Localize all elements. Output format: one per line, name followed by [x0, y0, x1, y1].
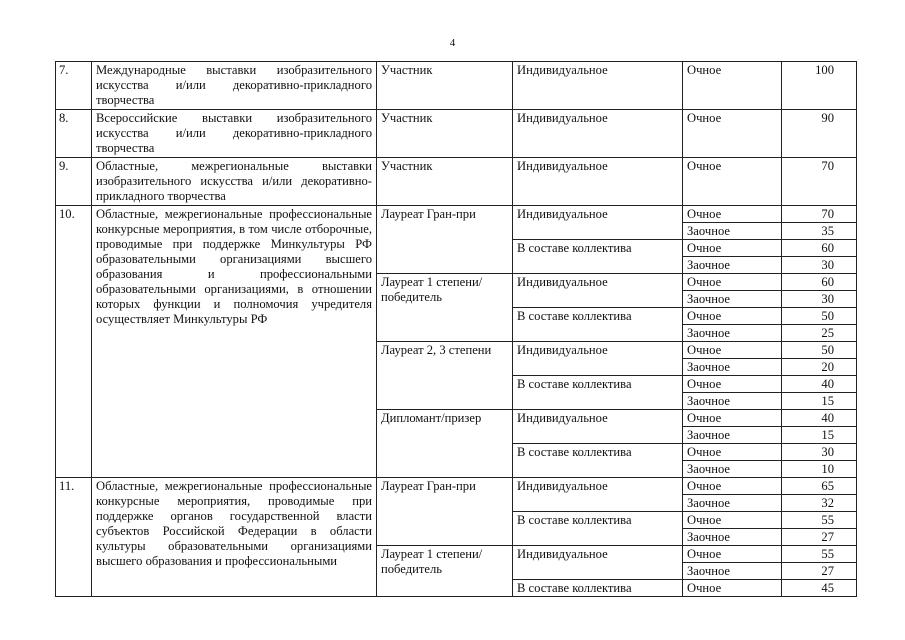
participation-form: Очное [683, 376, 782, 393]
points-value: 70 [782, 158, 857, 206]
points-value: 50 [782, 342, 857, 359]
participation-form: Заочное [683, 325, 782, 342]
points-value: 30 [782, 444, 857, 461]
table-row [56, 110, 857, 158]
participation-type: Индивидуальное [513, 206, 683, 240]
participation-type: Индивидуальное [513, 478, 683, 512]
participation-type: В составе коллектива [513, 580, 683, 597]
points-value: 10 [782, 461, 857, 478]
participation-form: Очное [683, 410, 782, 427]
points-value: 45 [782, 580, 857, 597]
table-row [56, 158, 857, 206]
participation-form: Заочное [683, 495, 782, 512]
participation-form: Очное [683, 62, 782, 110]
event-description: Международные выставки изобразительного искусства и/или декоративно-прикладного творчества [92, 62, 377, 110]
points-value: 55 [782, 512, 857, 529]
participation-form: Очное [683, 512, 782, 529]
participant-status: Лауреат 2, 3 степени [377, 342, 513, 410]
points-value: 60 [782, 274, 857, 291]
participation-type: В составе коллектива [513, 240, 683, 274]
participation-type: Индивидуальное [513, 410, 683, 444]
participation-form: Заочное [683, 257, 782, 274]
table-row [56, 206, 857, 223]
criteria-table [55, 61, 857, 597]
participation-type: В составе коллектива [513, 376, 683, 410]
participation-type: Индивидуальное [513, 158, 683, 206]
participant-status: Дипломант/призер [377, 410, 513, 478]
points-value: 90 [782, 110, 857, 158]
participation-type: В составе коллектива [513, 512, 683, 546]
points-value: 50 [782, 308, 857, 325]
participant-status: Участник [377, 158, 513, 206]
participation-form: Очное [683, 444, 782, 461]
page-number: 4 [449, 37, 456, 49]
participation-form: Очное [683, 478, 782, 495]
participation-form: Очное [683, 110, 782, 158]
participation-form: Очное [683, 206, 782, 223]
participation-form: Очное [683, 342, 782, 359]
participation-type: В составе коллектива [513, 308, 683, 342]
points-value: 70 [782, 206, 857, 223]
participant-status: Участник [377, 62, 513, 110]
participation-form: Заочное [683, 223, 782, 240]
participation-form: Очное [683, 240, 782, 257]
row-number: 10. [56, 206, 92, 478]
participation-form: Заочное [683, 291, 782, 308]
participation-type: Индивидуальное [513, 274, 683, 308]
participation-type: Индивидуальное [513, 62, 683, 110]
points-value: 27 [782, 563, 857, 580]
points-value: 32 [782, 495, 857, 512]
event-description: Областные, межрегиональные выставки изобразительного искусства и/или декоративно-прикладного творчества [92, 158, 377, 206]
event-description: Всероссийские выставки изобразительного искусства и/или декоративно-прикладного творчества [92, 110, 377, 158]
participation-form: Заочное [683, 563, 782, 580]
points-value: 40 [782, 410, 857, 427]
participant-status: Участник [377, 110, 513, 158]
table-row [56, 62, 857, 110]
row-number: 9. [56, 158, 92, 206]
participation-type: Индивидуальное [513, 546, 683, 580]
participation-form: Очное [683, 158, 782, 206]
participation-type: Индивидуальное [513, 342, 683, 376]
participation-form: Очное [683, 274, 782, 291]
row-number: 11. [56, 478, 92, 597]
event-description: Областные, межрегиональные профессиональные конкурсные мероприятия, в том числе отборочные, проводимые при поддержке Минкультуры РФ образовательными организациями высшего образования и профессиональными образовательными организациями, в отношении которых функции и полномочия учредителя осуществляет Минкультуры РФ [92, 206, 377, 478]
row-number: 7. [56, 62, 92, 110]
points-value: 30 [782, 291, 857, 308]
participation-form: Очное [683, 308, 782, 325]
participation-type: В составе коллектива [513, 444, 683, 478]
participation-form: Заочное [683, 359, 782, 376]
points-value: 15 [782, 427, 857, 444]
points-value: 65 [782, 478, 857, 495]
participant-status: Лауреат Гран-при [377, 478, 513, 546]
participant-status: Лауреат 1 степени/ победитель [377, 546, 513, 597]
participant-status: Лауреат 1 степени/ победитель [377, 274, 513, 342]
points-value: 55 [782, 546, 857, 563]
participation-form: Очное [683, 546, 782, 563]
points-value: 40 [782, 376, 857, 393]
participation-form: Очное [683, 580, 782, 597]
row-number: 8. [56, 110, 92, 158]
participation-form: Заочное [683, 427, 782, 444]
points-value: 60 [782, 240, 857, 257]
event-description: Областные, межрегиональные профессиональные конкурсные мероприятия, проводимые при поддержке органов государственной власти субъектов Российской Федерации в области культуры образовательными организациями высшего образования и профессиональными [92, 478, 377, 597]
participation-form: Заочное [683, 461, 782, 478]
participant-status: Лауреат Гран-при [377, 206, 513, 274]
participation-form: Заочное [683, 393, 782, 410]
points-value: 15 [782, 393, 857, 410]
points-value: 20 [782, 359, 857, 376]
participation-form: Заочное [683, 529, 782, 546]
points-value: 27 [782, 529, 857, 546]
table-row [56, 478, 857, 495]
points-value: 25 [782, 325, 857, 342]
participation-type: Индивидуальное [513, 110, 683, 158]
points-value: 100 [782, 62, 857, 110]
points-value: 30 [782, 257, 857, 274]
points-value: 35 [782, 223, 857, 240]
